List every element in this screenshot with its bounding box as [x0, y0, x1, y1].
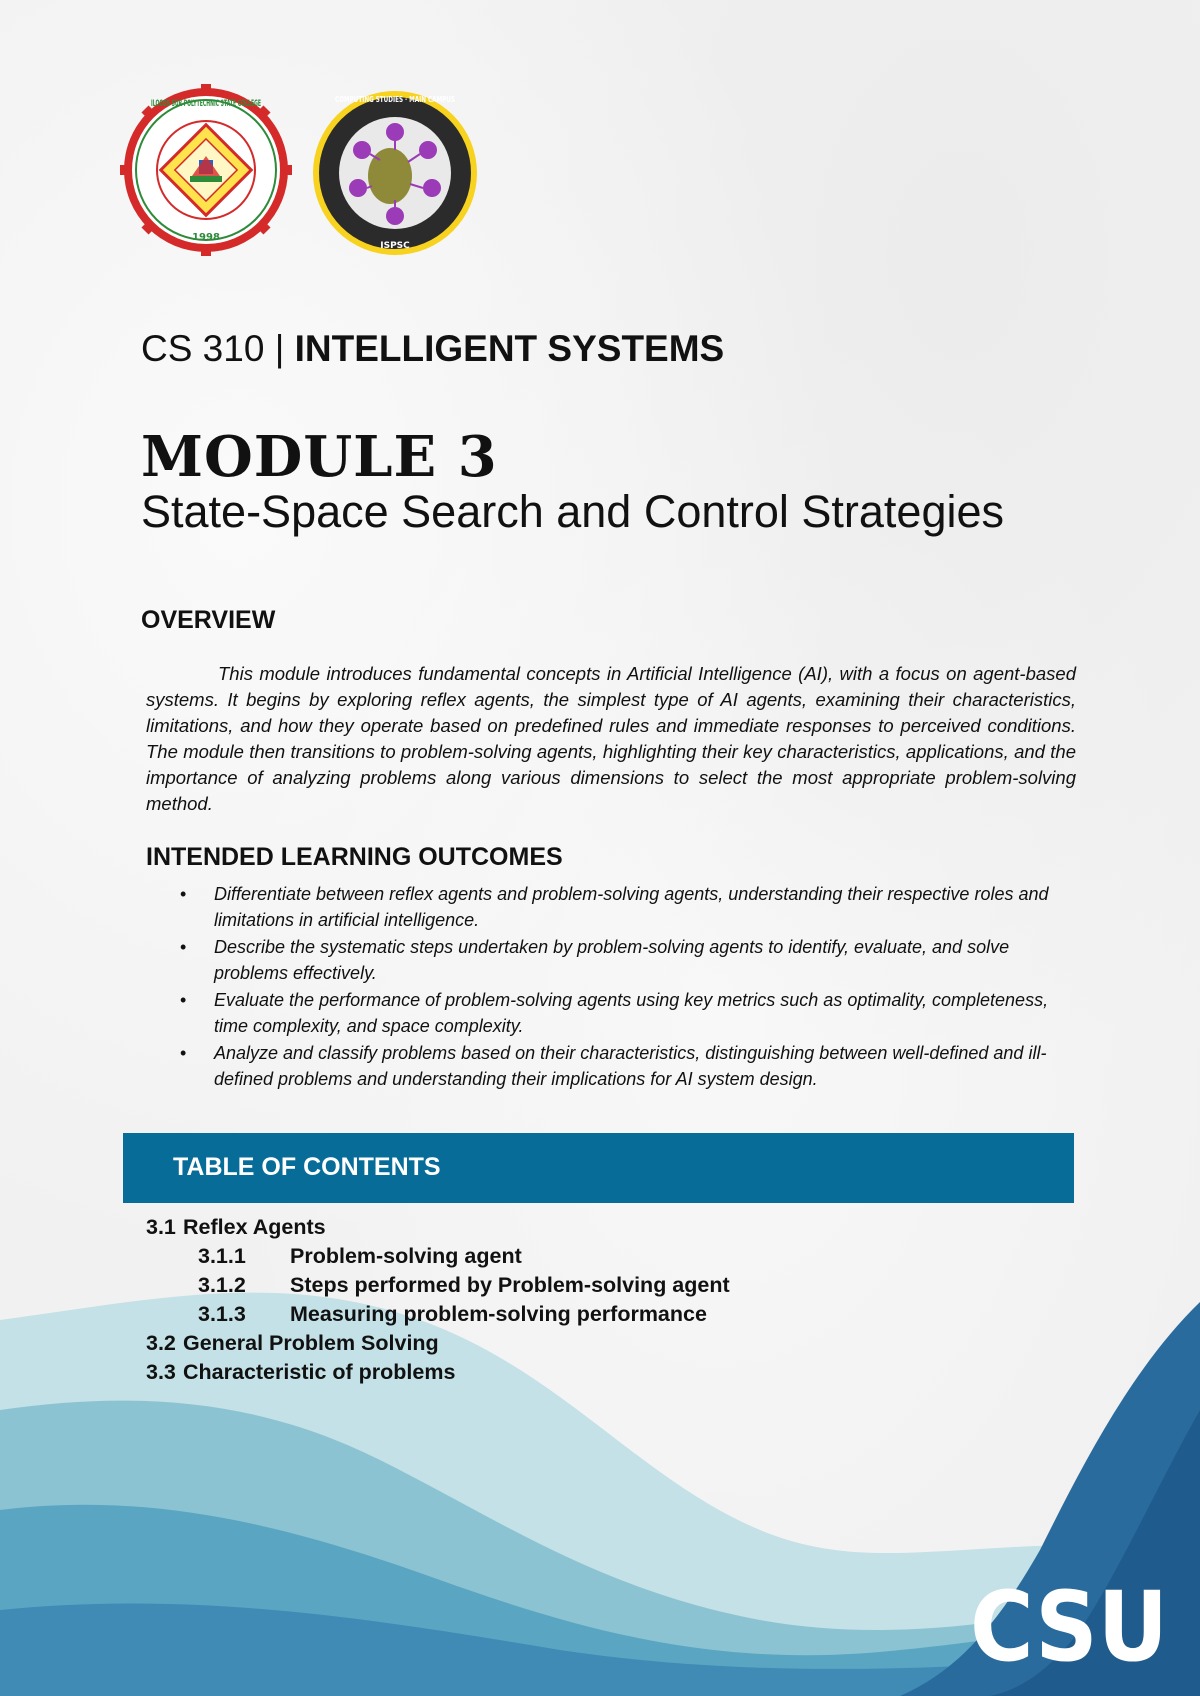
csu-logo-text: CSU: [970, 1571, 1168, 1683]
seal-year: 1998: [192, 232, 220, 243]
toc-label: Steps performed by Problem-solving agent: [290, 1273, 730, 1297]
department-bottom-text: ISPSC: [380, 241, 410, 251]
learning-outcomes-heading: INTENDED LEARNING OUTCOMES: [146, 843, 563, 871]
toc-label: Problem-solving agent: [290, 1244, 522, 1268]
toc-number: 3.2: [146, 1331, 176, 1355]
college-seal-logo: [120, 84, 292, 256]
course-name: INTELLIGENT SYSTEMS: [294, 328, 725, 369]
list-item: [180, 987, 1085, 1039]
list-item: [180, 881, 1085, 933]
outcome-text: Evaluate the performance of problem-solving agents using key metrics such as optimality, completeness, time complexity, and space complexity.: [214, 990, 1049, 1036]
csu-logo: [968, 1571, 1170, 1683]
toc-entry-3-1-1[interactable]: [198, 1244, 522, 1269]
outcome-text: Analyze and classify problems based on their characteristics, distinguishing between well-defined and ill-defined problems and understanding their implications for AI system design.: [214, 1043, 1047, 1089]
seal-ring-text: ILOCOS SUR POLYTECHNIC STATE COLLEGE: [151, 99, 261, 109]
toc-number: 3.1: [146, 1215, 176, 1239]
outcome-text: Describe the systematic steps undertaken by problem-solving agents to identify, evaluate, and solve problems effectively.: [214, 937, 1010, 983]
toc-number: 3.1.2: [198, 1273, 246, 1297]
outcome-text: Differentiate between reflex agents and problem-solving agents, understanding their respective roles and limitations in artificial intelligence.: [214, 884, 1049, 930]
overview-heading: OVERVIEW: [141, 606, 276, 634]
toc-entry-3-1-2[interactable]: [198, 1273, 730, 1298]
bullet-icon: •: [180, 990, 187, 1010]
toc-label: Reflex Agents: [183, 1215, 326, 1239]
list-item: [180, 1040, 1085, 1092]
toc-entry-3-3[interactable]: [146, 1360, 455, 1385]
module-label: MODULE 3: [141, 424, 498, 490]
toc-number: 3.3: [146, 1360, 176, 1384]
course-code: CS 310 |: [141, 328, 295, 369]
toc-number: 3.1.1: [198, 1244, 246, 1268]
toc-label: General Problem Solving: [183, 1331, 439, 1355]
toc-label: Measuring problem-solving performance: [290, 1302, 707, 1326]
overview-paragraph: This module introduces fundamental concepts in Artificial Intelligence (AI), with a focus on agent-based systems. It begins by exploring reflex agents, the simplest type of AI agents, examining their characteristics, limitations, and how they operate based on predefined rules and immediate responses to perceived conditions. The module then transitions to problem-solving agents, highlighting their key characteristics, applications, and the importance of analyzing problems along various dimensions to select the most appropriate problem-solving method.: [146, 663, 1076, 814]
course-title: [141, 328, 724, 370]
toc-label: Characteristic of problems: [183, 1360, 456, 1384]
department-seal-logo: [310, 88, 480, 258]
bullet-icon: •: [180, 1043, 187, 1063]
module-title: State-Space Search and Control Strategies: [141, 486, 1004, 537]
toc-heading: TABLE OF CONTENTS: [173, 1153, 441, 1181]
learning-outcomes-list: [180, 881, 1085, 1093]
list-item: [180, 934, 1085, 986]
department-ring-text: COMPUTING STUDIES · MAIN CAMPUS: [335, 95, 456, 104]
toc-number: 3.1.3: [198, 1302, 246, 1326]
bullet-icon: •: [180, 937, 187, 957]
toc-entry-3-1[interactable]: [146, 1215, 326, 1240]
toc-banner: [123, 1133, 1074, 1203]
toc-entry-3-1-3[interactable]: [198, 1302, 707, 1327]
bullet-icon: •: [180, 884, 187, 904]
toc-entry-3-2[interactable]: [146, 1331, 439, 1356]
